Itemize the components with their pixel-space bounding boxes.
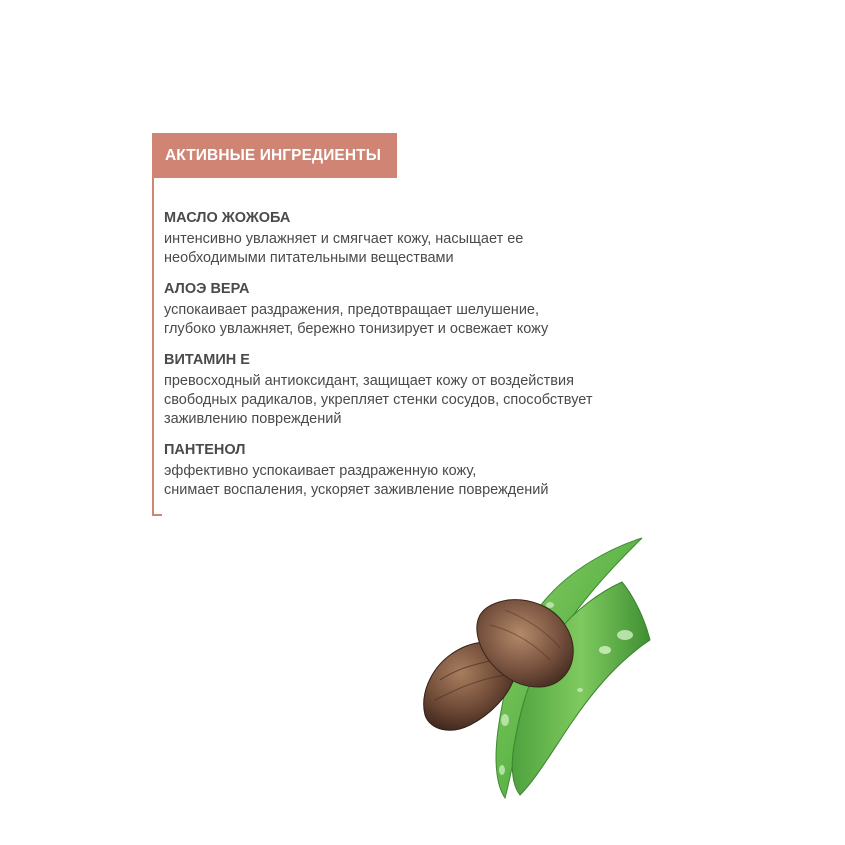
ingredient-aloe-vera <box>164 279 684 339</box>
ingredient-description: успокаивает раздражения, предотвращает шелушение, глубоко увлажняет, бережно тонизирует и освежает кожу <box>164 302 549 337</box>
ingredient-list <box>164 208 684 511</box>
section-bracket <box>152 178 162 516</box>
ingredient-description: превосходный антиоксидант, защищает кожу от воздействия свободных радикалов, укрепляет стенки сосудов, способствует заживлению повреждений <box>164 373 593 427</box>
ingredient-vitamin-e <box>164 350 684 429</box>
ingredient-name: ВИТАМИН Е <box>164 352 250 368</box>
section-title-badge: АКТИВНЫЕ ИНГРЕДИЕНТЫ <box>152 133 397 178</box>
ingredient-description: интенсивно увлажняет и смягчает кожу, насыщает ее необходимыми питательными веществами <box>164 231 524 266</box>
ingredient-name: ПАНТЕНОЛ <box>164 442 246 458</box>
ingredient-name: АЛОЭ ВЕРА <box>164 281 250 297</box>
ingredient-jojoba <box>164 208 684 268</box>
ingredient-panthenol <box>164 440 684 500</box>
ingredient-name: МАСЛО ЖОЖОБА <box>164 210 291 226</box>
ingredient-description: эффективно успокаивает раздраженную кожу, снимает воспаления, ускоряет заживление повреждений <box>164 463 549 498</box>
jojoba-aloe-illustration <box>410 530 660 805</box>
